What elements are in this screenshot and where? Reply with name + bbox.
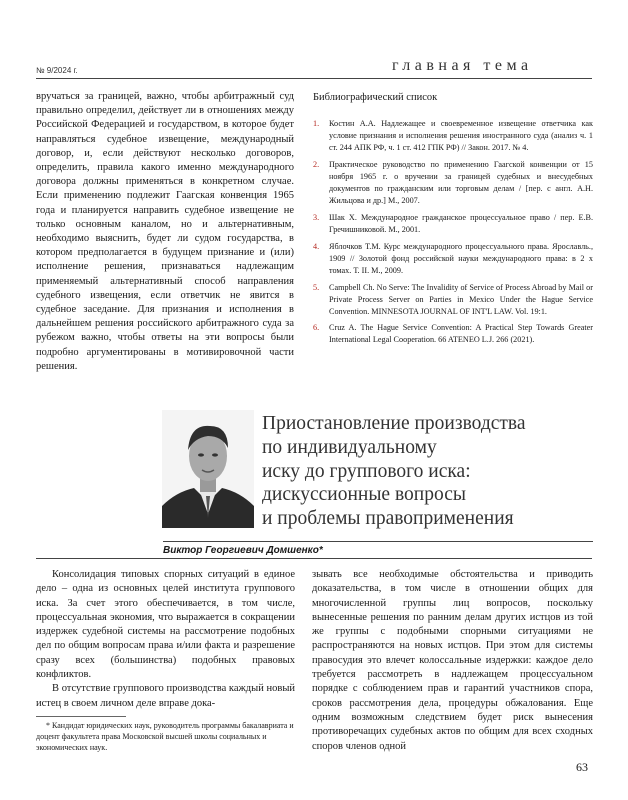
bibliography-item-number: 1. <box>313 119 320 128</box>
paragraph: В отсутствие группового производства каждый новый истец в своем личном деле вправе дока- <box>36 683 295 709</box>
bibliography-item-number: 2. <box>313 159 320 169</box>
article-title <box>262 412 592 531</box>
bibliography-item <box>313 159 593 207</box>
bibliography-item-text: Костин А.А. Надлежащее и своевременное извещение ответчика как условие признания и исполнения решения иностранного суда (анализ ч. 1 ст. 244 АПК РФ, ч. 1 ст. 412 ГПК РФ) // Закон. 2017. № 4. <box>329 119 593 153</box>
page-number: 63 <box>576 760 588 774</box>
article-title-line: Приостановление производства <box>262 413 526 434</box>
issue-number: № 9/2024 г. <box>36 66 78 75</box>
bibliography-item <box>313 118 593 154</box>
author-name: Виктор Георгиевич Домшенко* <box>163 545 323 556</box>
bibliography-item-text: Cruz A. The Hague Service Convention: A Practical Step Towards Greater International Legal Cooperation. 66 ATENEO L.J. 266 (2021). <box>329 323 593 345</box>
article-title-line: иску до группового иска: <box>262 460 471 482</box>
section-title: главная тема <box>392 57 533 74</box>
bibliography-item <box>313 322 593 346</box>
author-photo <box>162 410 254 528</box>
bibliography-item-number: 3. <box>313 212 320 222</box>
article-column-left <box>36 568 295 711</box>
article-column-right: зывать все необходимые обстоятельства и приводить доказательства, в том числе в отношении общих для многочисленной группы лиц вопросов, поскольку вынесенные решения по ранним делам других истцов из той же группы с подобными спорными ситуациями не распространяются на новых истцов. При этом для системы правосудия это влечет колоссальные издержки: каждое дело требуется рассмотреть в надлежащем процессуальном порядке с соблюдением прав и гарантий участников спора, сроков рассмотрения дела, процедуры обжалования. Еще одним возможным следствием будет риск вынесения противоречащих судебных актов по общим для всех сходных споров членов одной <box>312 569 593 752</box>
article-title-line: по индивидуальному <box>262 436 437 458</box>
author-rule <box>163 541 593 542</box>
previous-article-text: вручаться за границей, важно, чтобы арбитражный суд правильно определил, действует ли в отношениях между Российской Федерацией и государством, в которое будет направляться судебное извещение, международный договор, и, если действуют несколько договоров, определить, правила какого именно международного договора должны применяться в конкретном случае. Если применению подлежит Гаагская конвенция 1965 года и планируется направить судебное извещение не только основным каналом, но и альтернативным, необходимо выяснить, будет ли судом государства, в котором предполагается в будущем признание и (или) исполнение решения, признаваться надлежащим применяемый альтернативный способ направления судебного извещения, если ответчик не явится в судебное заседание. Для признания и исполнения в дальнейшем решения российского арбитражного суда за рубежом важно, чтобы ответы на эти вопросы были подробно аргументированы в мотивировочной части решения. <box>36 91 294 372</box>
bibliography-item-text: Яблочков Т.М. Курс международного процессуального права. Ярославль., 1909 // Золотой фонд российской науки международного права: в 2 х томах. Т. II. М., 2009. <box>329 241 593 275</box>
header-rule <box>36 78 592 79</box>
bibliography-item-text: Практическое руководство по применению Гаагской конвенции от 15 ноября 1965 г. о вручении за границей судебных и внесудебных документов по гражданским или торговым делам / [пер. с англ. А.Н. Жильцова и др.] М., 2007. <box>329 159 593 206</box>
bibliography-item-number: 6. <box>313 323 320 333</box>
bibliography-item <box>313 282 593 318</box>
bibliography-item <box>313 241 593 277</box>
body-rule <box>36 558 592 559</box>
footnote: * Кандидат юридических наук, руководитель программы бакалавриата и доцент факультета права Московской высшей школы социальных и экономических наук. <box>36 721 294 752</box>
footnote-rule <box>36 716 126 717</box>
bibliography-list <box>313 118 593 351</box>
bibliography-item <box>313 212 593 236</box>
article-title-line: и проблемы правоприменения <box>262 508 514 530</box>
bibliography-item-number: 5. <box>313 282 320 292</box>
paragraph: Консолидация типовых спорных ситуаций в единое дело – одна из основных целей института группового иска. За счет этого обеспечивается, в том числе, процессуальная экономия, что выражается в сокращении издержек судебной системы на рассмотрение подобных дел по общим вопросам права и/или факта и разрешение сразу всех (большинства) подобных правовых конфликтов. <box>36 569 295 681</box>
bibliography-item-number: 4. <box>313 241 320 251</box>
bibliography-item-text: Шак Х. Международное гражданское процессуальное право / пер. Е.В. Гречишниковой. М., 2001. <box>329 212 593 234</box>
bibliography-title: Библиографический список <box>313 92 438 103</box>
article-title-line: дискуссионные вопросы <box>262 484 466 506</box>
bibliography-item-text: Campbell Ch. No Serve: The Invalidity of Service of Process Abroad by Mail or Private Process Server on Parties in Mexico Under the Hague Service Convention. MINNESOTA JOURNAL OF INT'L LAW. Vol. 19:1. <box>329 282 593 316</box>
